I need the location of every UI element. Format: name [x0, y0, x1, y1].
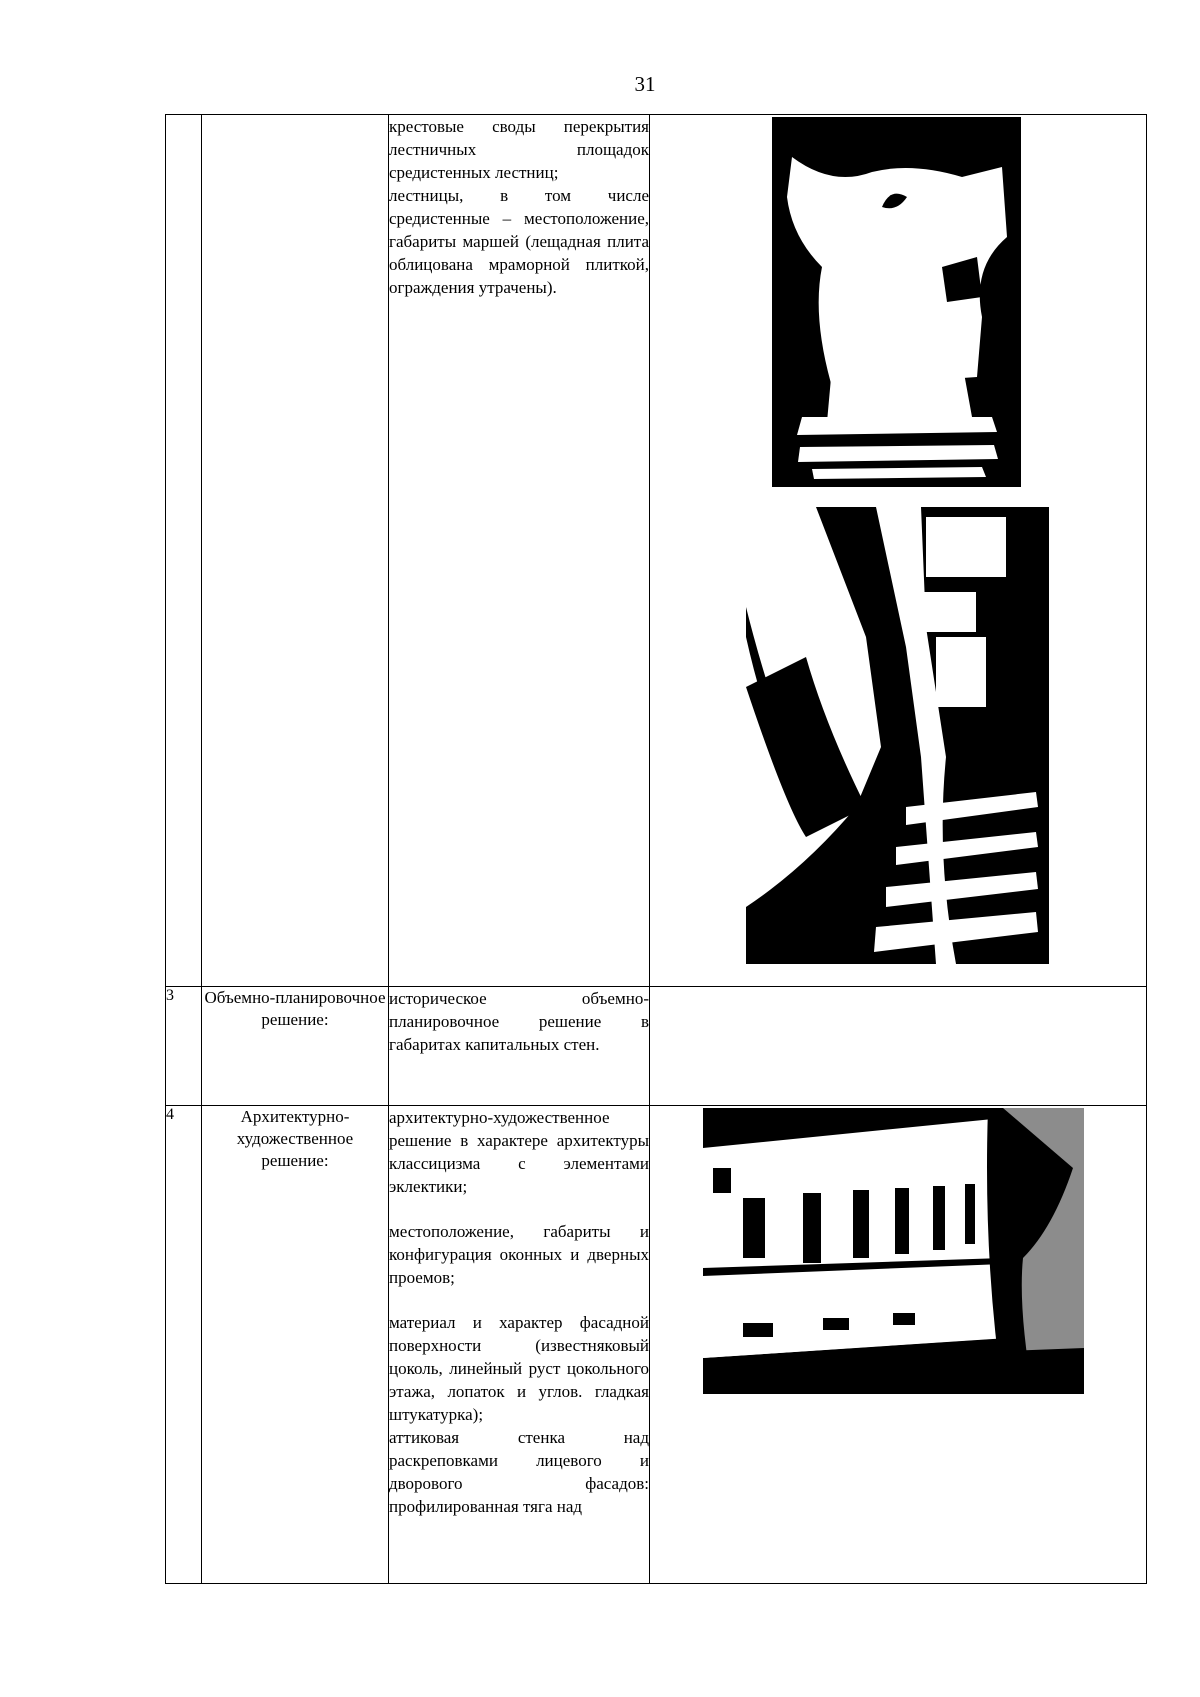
table-row — [166, 115, 1147, 987]
row-number: 4 — [166, 1106, 202, 1584]
description-paragraph: историческое объемно-планировочное решение в габаритах капитальных стен. — [389, 989, 649, 1054]
feature-name — [202, 115, 389, 987]
feature-name: Объемно-планировочное решение: — [202, 987, 389, 1106]
feature-description — [389, 1106, 650, 1584]
feature-description — [389, 987, 650, 1106]
table-row — [166, 987, 1147, 1106]
description-paragraph: крестовые своды перекрытия лестничных площадок средистенных лестниц; — [389, 117, 649, 182]
staircase-photo-2 — [746, 507, 1049, 964]
photo-cell — [650, 115, 1147, 987]
feature-name: Архитектурно-художественное решение: — [202, 1106, 389, 1584]
description-paragraph: местоположение, габариты и конфигурация оконных и дверных проемов; — [389, 1222, 649, 1287]
photo-cell — [650, 1106, 1147, 1584]
facade-photo — [703, 1108, 1084, 1394]
description-paragraph: аттиковая стенка над раскреповками лицевого и дворового фасадов: профилированная тяга над — [389, 1428, 649, 1516]
staircase-photo-1 — [772, 117, 1021, 487]
row-number: 3 — [166, 987, 202, 1106]
description-paragraph: лестницы, в том числе средистенные – местоположение, габариты маршей (лещадная плита облицована мраморной плиткой, ограждения утрачены). — [389, 186, 649, 297]
table-row — [166, 1106, 1147, 1584]
photo-cell — [650, 987, 1147, 1106]
feature-description — [389, 115, 650, 987]
monument-features-table — [165, 114, 1147, 1584]
description-paragraph: материал и характер фасадной поверхности (известняковый цоколь, линейный руст цокольного этажа, лопаток и углов. гладкая штукатурка); — [389, 1313, 649, 1424]
description-paragraph: архитектурно-художественное решение в характере архитектуры классицизма с элементами эклектики; — [389, 1108, 649, 1196]
page-number: 31 — [634, 72, 656, 96]
row-number — [166, 115, 202, 987]
